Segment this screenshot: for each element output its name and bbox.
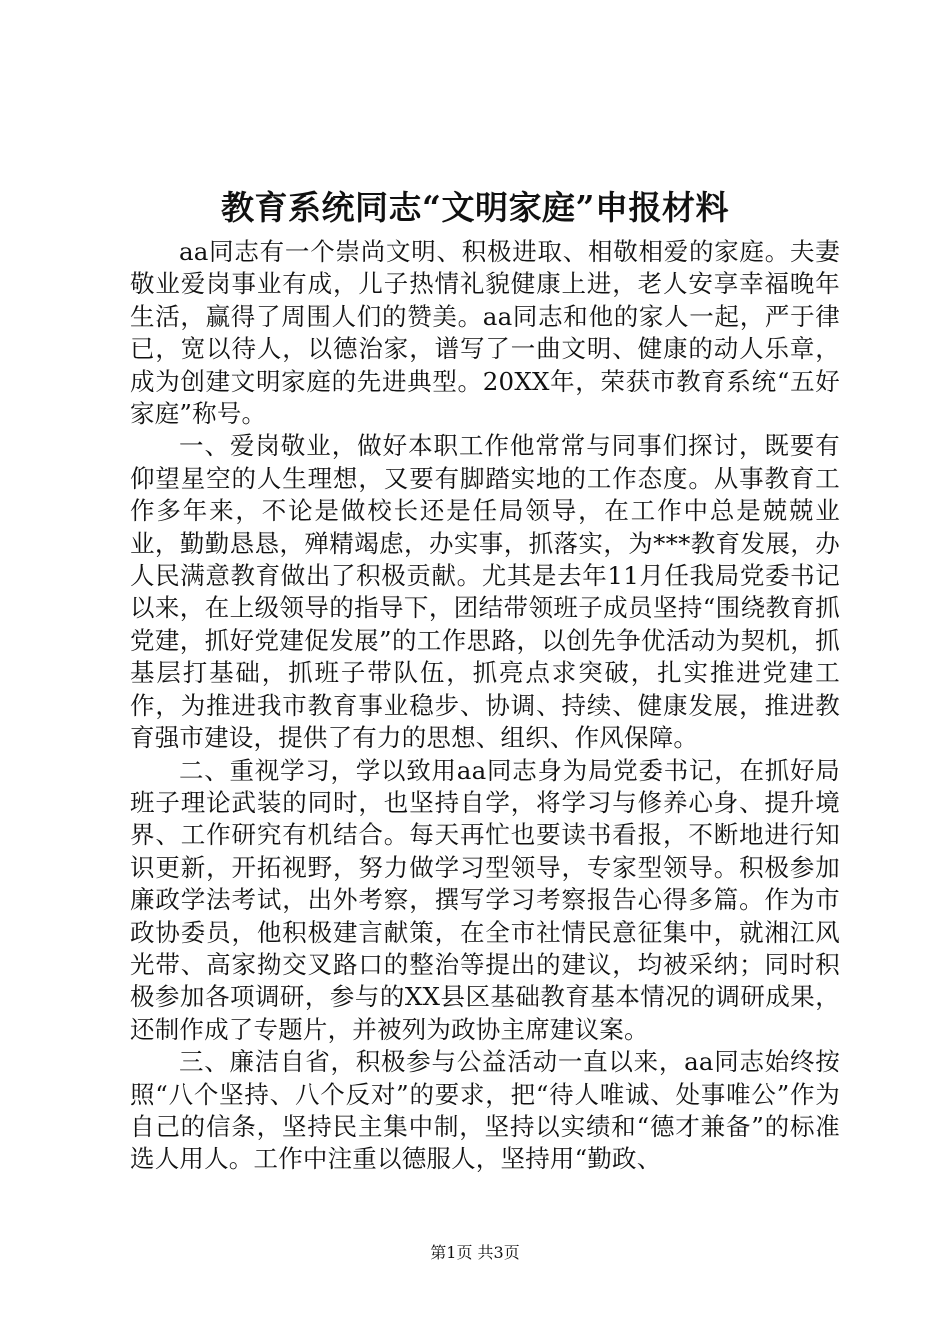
document-body	[130, 236, 840, 1176]
paragraph-section-3: 三、廉洁自省，积极参与公益活动一直以来，aa同志始终按照“八个坚持、八个反对”的要求，把“待人唯诚、处事唯公”作为自己的信条，坚持民主集中制，坚持以实绩和“德才兼备”的标准选人用人。工作中注重以德服人，坚持用“勤政、	[130, 1047, 840, 1174]
page-number-footer: 第1页 共3页	[430, 1243, 520, 1262]
document-title: 教育系统同志“文明家庭”申报材料	[221, 188, 729, 227]
paragraph-section-2: 二、重视学习，学以致用aa同志身为局党委书记，在抓好局班子理论武装的同时，也坚持自学，将学习与修养心身、提升境界、工作研究有机结合。每天再忙也要读书看报，不断地进行知识更新，开拓视野，努力做学习型领导，专家型领导。积极参加廉政学法考试，出外考察，撰写学习考察报告心得多篇。作为市政协委员，他积极建言献策，在全市社情民意征集中，就湘江风光带、高家拗交叉路口的整治等提出的建议，均被采纳；同时积极参加各项调研，参与的XX县区基础教育基本情况的调研成果，还制作成了专题片，并被列为政协主席建议案。	[130, 755, 840, 1044]
paragraph-intro: aa同志有一个崇尚文明、积极进取、相敬相爱的家庭。夫妻敬业爱岗事业有成，儿子热情礼貌健康上进，老人安享幸福晚年生活，赢得了周围人们的赞美。aa同志和他的家人一起，严于律已，宽以待人，以德治家，谱写了一曲文明、健康的动人乐章，成为创建文明家庭的先进典型。20XX年，荣获市教育系统“五好家庭”称号。	[130, 237, 840, 429]
paragraph-section-1: 一、爱岗敬业，做好本职工作他常常与同事们探讨，既要有仰望星空的人生理想，又要有脚踏实地的工作态度。从事教育工作多年来，不论是做校长还是任局领导，在工作中总是兢兢业业，勤勤恳恳，殚精竭虑，办实事，抓落实，为***教育发展，办人民满意教育做出了积极贡献。尤其是去年11月任我局党委书记以来，在上级领导的指导下，团结带领班子成员坚持“围绕教育抓党建，抓好党建促发展”的工作思路，以创先争优活动为契机，抓基层打基础，抓班子带队伍，抓亮点求突破，扎实推进党建工作，为推进我市教育事业稳步、协调、持续、健康发展，推进教育强市建设，提供了有力的思想、组织、作风保障。	[130, 431, 840, 753]
